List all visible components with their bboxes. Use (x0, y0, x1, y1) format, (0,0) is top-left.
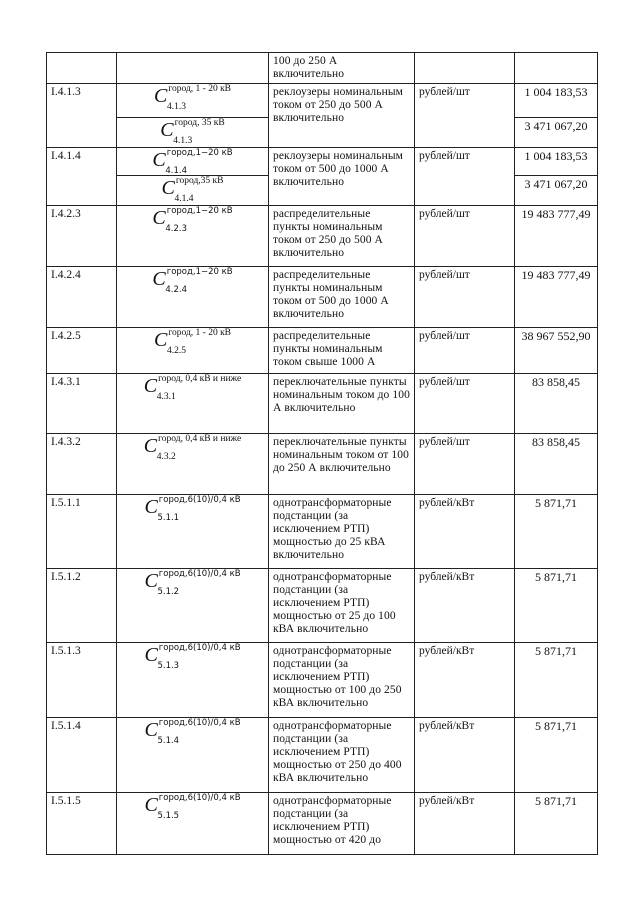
item-description: распределительные пункты номинальным током свыше 1000 А (269, 328, 415, 374)
item-description: однотрансформаторные подстанции (за исключением РТП) мощностью от 25 до 100 кВА включительно (269, 569, 415, 643)
item-code: I.5.1.1 (47, 495, 117, 569)
rate-value (515, 53, 598, 84)
unit-cell: рублей/кВт (415, 495, 515, 569)
table-row (47, 718, 598, 793)
rate-formula: $C^{город,6(10)/0,4 кВ}$ 5.1.1 (117, 495, 269, 569)
unit-cell: рублей/шт (415, 206, 515, 267)
rate-formula: $C^{город,6(10)/0,4 кВ}$ 5.1.5 (117, 793, 269, 855)
table-row (47, 374, 598, 434)
table-row (47, 569, 598, 643)
rate-value: 3 471 067,20 (515, 176, 598, 206)
item-description: реклоузеры номинальным током от 500 до 1000 А включительно (269, 148, 415, 206)
rate-value: 19 483 777,49 (515, 267, 598, 328)
table-row (47, 328, 598, 374)
item-description: переключательные пункты номинальным током до 100 А включительно (269, 374, 415, 434)
item-code: I.4.3.1 (47, 374, 117, 434)
rate-formula: $C^{город, 0,4 кВ и ниже}$ 4.3.1 (117, 374, 269, 434)
unit-cell: рублей/кВт (415, 569, 515, 643)
table-row (47, 267, 598, 328)
rate-value: 1 004 183,53 (515, 84, 598, 118)
item-description: 100 до 250 А включительно (269, 53, 415, 84)
item-description: переключательные пункты номинальным током от 100 до 250 А включительно (269, 434, 415, 495)
item-description: однотрансформаторные подстанции (за исключением РТП) мощностью до 25 кВА включительно (269, 495, 415, 569)
unit-cell: рублей/кВт (415, 793, 515, 855)
rate-formula: $C^{город, 1 - 20 кВ}$ 4.2.5 (117, 328, 269, 374)
item-description: реклоузеры номинальным током от 250 до 500 А включительно (269, 84, 415, 148)
item-code: I.5.1.3 (47, 643, 117, 718)
item-code: I.4.2.5 (47, 328, 117, 374)
item-code: I.5.1.5 (47, 793, 117, 855)
unit-cell: рублей/шт (415, 267, 515, 328)
item-code: I.4.2.4 (47, 267, 117, 328)
item-description: распределительные пункты номинальным током от 250 до 500 А включительно (269, 206, 415, 267)
item-code (47, 53, 117, 84)
rate-value: 5 871,71 (515, 643, 598, 718)
rates-table (46, 52, 598, 855)
rate-formula: $C^{город, 0,4 кВ и ниже}$ 4.3.2 (117, 434, 269, 495)
table-row (47, 148, 598, 176)
rate-value: 1 004 183,53 (515, 148, 598, 176)
item-code: I.4.1.3 (47, 84, 117, 148)
rate-value: 5 871,71 (515, 495, 598, 569)
item-description: однотрансформаторные подстанции (за исключением РТП) мощностью от 420 до (269, 793, 415, 855)
item-code: I.4.3.2 (47, 434, 117, 495)
item-description: однотрансформаторные подстанции (за исключением РТП) мощностью от 100 до 250 кВА включительно (269, 643, 415, 718)
rate-value: 19 483 777,49 (515, 206, 598, 267)
rate-formula: $C^{город,6(10)/0,4 кВ}$ 5.1.2 (117, 569, 269, 643)
item-code: I.5.1.2 (47, 569, 117, 643)
table-row (47, 206, 598, 267)
rate-value: 5 871,71 (515, 718, 598, 793)
rate-formula: $C^{город, 1 - 20 кВ}$ 4.1.3 (117, 84, 269, 118)
unit-cell: рублей/шт (415, 148, 515, 206)
formula-cell (117, 53, 269, 84)
rate-formula: $C^{город,35 кВ}$ 4.1.4 (117, 176, 269, 206)
rate-value: 5 871,71 (515, 793, 598, 855)
unit-cell (415, 53, 515, 84)
rate-value: 3 471 067,20 (515, 118, 598, 148)
rate-formula: $C^{город,1-20 кВ}$ 4.2.3 (117, 206, 269, 267)
rate-formula: $C^{город,6(10)/0,4 кВ}$ 5.1.4 (117, 718, 269, 793)
rate-formula: $C^{город,6(10)/0,4 кВ}$ 5.1.3 (117, 643, 269, 718)
rate-formula: $C^{город,1-20 кВ}$ 4.2.4 (117, 267, 269, 328)
table-row (47, 53, 598, 84)
unit-cell: рублей/шт (415, 84, 515, 148)
item-description: однотрансформаторные подстанции (за исключением РТП) мощностью от 250 до 400 кВА включительно (269, 718, 415, 793)
item-code: I.5.1.4 (47, 718, 117, 793)
table-row (47, 434, 598, 495)
rate-value: 5 871,71 (515, 569, 598, 643)
item-description: распределительные пункты номинальным током от 500 до 1000 А включительно (269, 267, 415, 328)
table-row (47, 495, 598, 569)
rate-value: 38 967 552,90 (515, 328, 598, 374)
unit-cell: рублей/шт (415, 434, 515, 495)
unit-cell: рублей/кВт (415, 643, 515, 718)
rate-formula: $C^{город, 35 кВ}$ 4.1.3 (117, 118, 269, 148)
unit-cell: рублей/шт (415, 374, 515, 434)
item-code: I.4.2.3 (47, 206, 117, 267)
rate-value: 83 858,45 (515, 434, 598, 495)
table-row (47, 793, 598, 855)
rate-value: 83 858,45 (515, 374, 598, 434)
unit-cell: рублей/шт (415, 328, 515, 374)
rate-formula: $C^{город,1-20 кВ}$ 4.1.4 (117, 148, 269, 176)
table-row (47, 643, 598, 718)
item-code: I.4.1.4 (47, 148, 117, 206)
table-row (47, 84, 598, 118)
unit-cell: рублей/кВт (415, 718, 515, 793)
